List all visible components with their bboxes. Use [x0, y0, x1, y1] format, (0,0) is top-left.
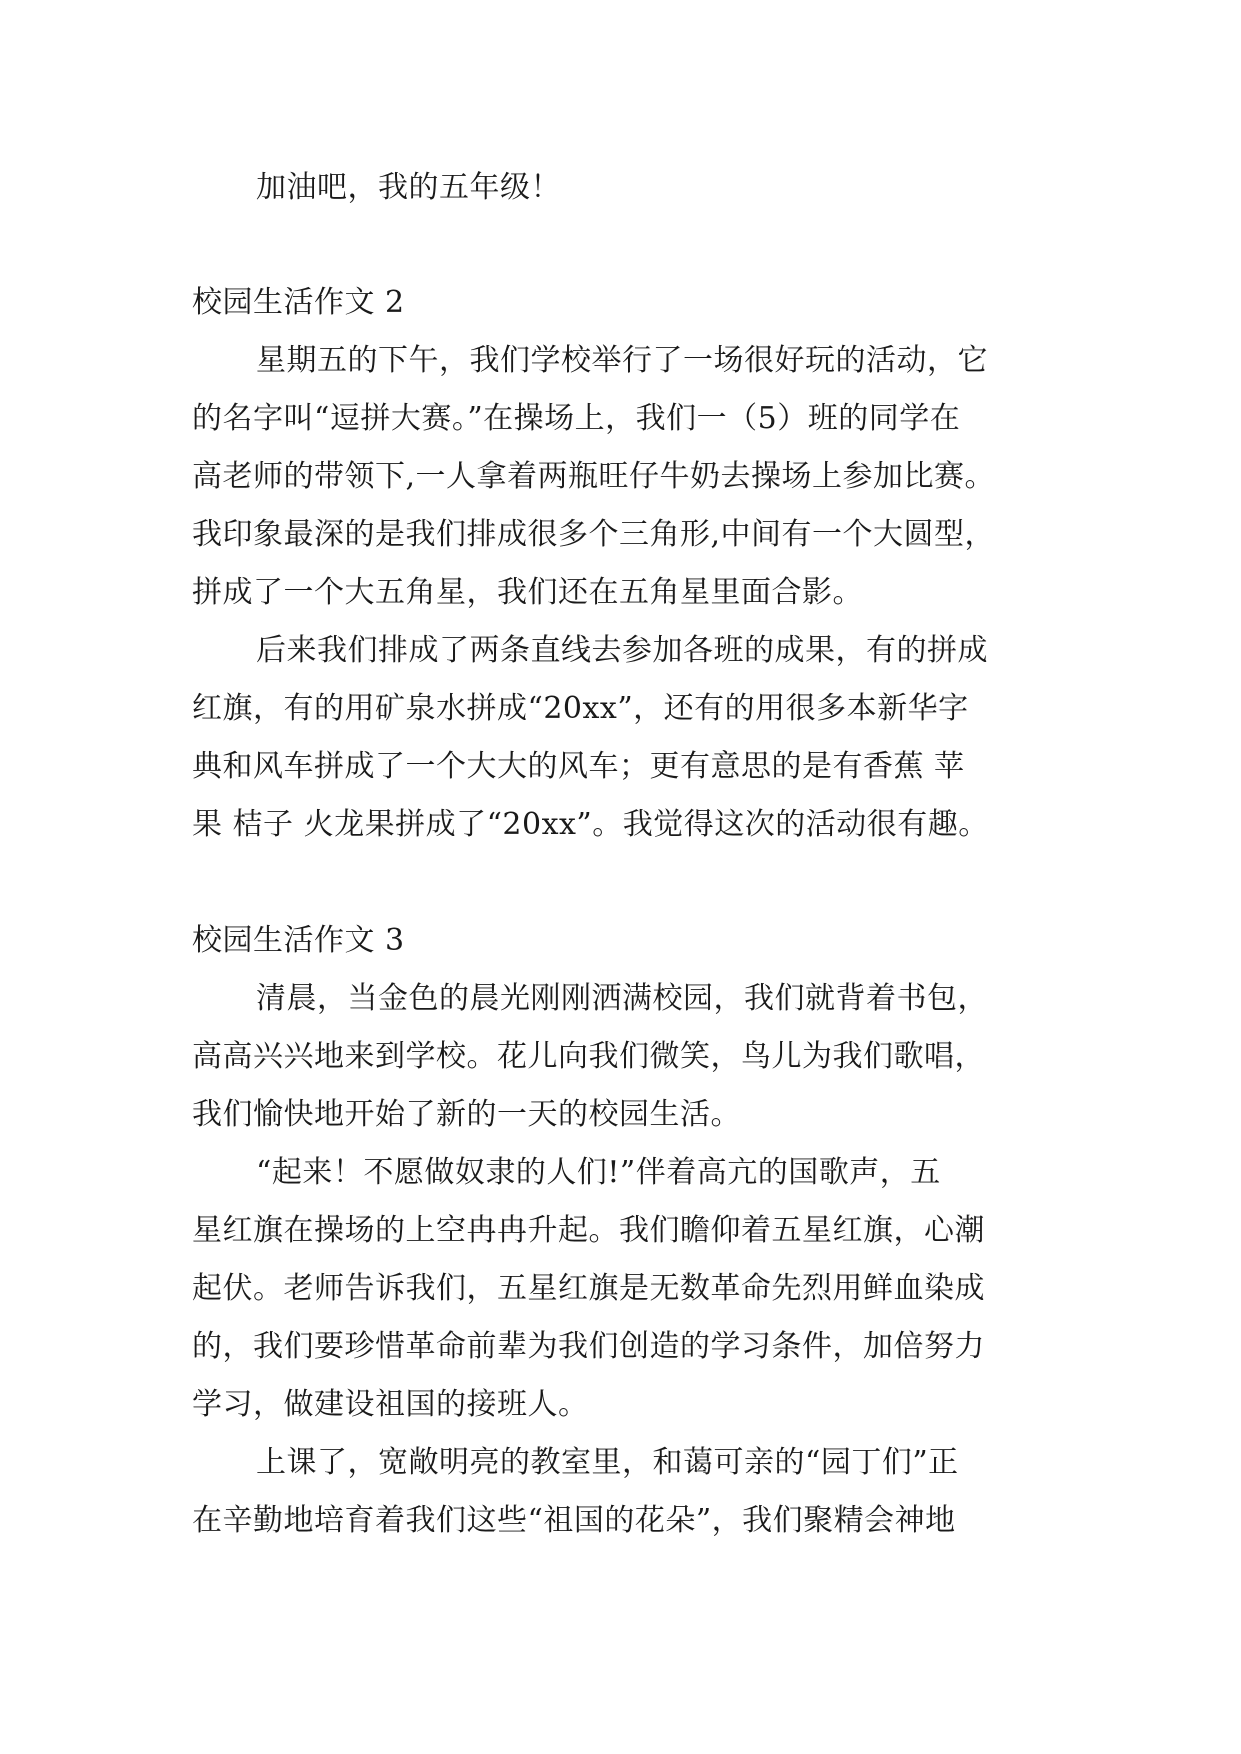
section-3-line: 清晨，当金色的晨光刚刚洒满校园，我们就背着书包， [256, 981, 988, 1016]
section-2-line: 的名字叫“逗拼大赛。”在操场上，我们一（5）班的同学在 [192, 401, 961, 436]
section-3-line: 学习，做建设祖国的接班人。 [192, 1387, 589, 1422]
section-3-line: 在辛勤地培育着我们这些“祖国的花朵”，我们聚精会神地 [192, 1503, 956, 1538]
closing-line: 加油吧，我的五年级！ [256, 170, 561, 205]
section-3-line: “起来！不愿做奴隶的人们!”伴着高亢的国歌声，五 [256, 1155, 941, 1190]
section-2-line: 星期五的下午，我们学校举行了一场很好玩的活动，它 [256, 343, 988, 378]
section-2-line: 典和风车拼成了一个大大的风车；更有意思的是有香蕉 苹 [192, 749, 965, 784]
section-2-line: 红旗，有的用矿泉水拼成“20xx”，还有的用很多本新华字 [192, 691, 969, 726]
section-3-line: 上课了，宽敞明亮的教室里，和蔼可亲的“园丁们”正 [256, 1445, 959, 1480]
section-2-title: 校园生活作文 2 [192, 285, 405, 320]
section-3-line: 高高兴兴地来到学校。花儿向我们微笑，鸟儿为我们歌唱， [192, 1039, 985, 1074]
section-3-line: 的，我们要珍惜革命前辈为我们创造的学习条件，加倍努力 [192, 1329, 985, 1364]
section-3-line: 星红旗在操场的上空冉冉升起。我们瞻仰着五星红旗，心潮 [192, 1213, 985, 1248]
section-2-line: 后来我们排成了两条直线去参加各班的成果，有的拼成 [256, 633, 988, 668]
section-2-line: 我印象最深的是我们排成很多个三角形,中间有一个大圆型， [192, 517, 996, 552]
section-3-title: 校园生活作文 3 [192, 923, 405, 958]
section-3-line: 起伏。老师告诉我们，五星红旗是无数革命先烈用鲜血染成 [192, 1271, 985, 1306]
section-2-line: 高老师的带领下,一人拿着两瓶旺仔牛奶去操场上参加比赛。 [192, 459, 996, 494]
section-2-line: 拼成了一个大五角星，我们还在五角星里面合影。 [192, 575, 863, 610]
section-3-line: 我们愉快地开始了新的一天的校园生活。 [192, 1097, 741, 1132]
section-2-line: 果 桔子 火龙果拼成了“20xx”。我觉得这次的活动很有趣。 [192, 807, 989, 842]
